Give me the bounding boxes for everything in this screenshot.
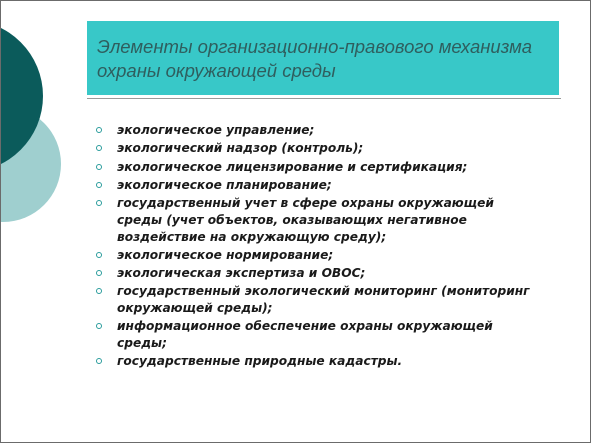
list-item xyxy=(93,283,538,316)
list-item xyxy=(93,265,538,282)
bullet-icon xyxy=(96,145,102,151)
bullet-icon xyxy=(96,288,102,294)
list-item-text: экологическое планирование; xyxy=(117,177,332,192)
list-item-text: экологическая экспертиза и ОВОС; xyxy=(117,266,366,281)
bullet-icon xyxy=(96,200,102,206)
bullet-icon xyxy=(96,182,102,188)
bullet-icon xyxy=(96,164,102,170)
list-item xyxy=(93,122,538,139)
bullet-icon xyxy=(96,358,102,364)
list-item xyxy=(93,195,538,245)
list-item xyxy=(93,247,538,264)
list-item-text: государственные природные кадастры. xyxy=(117,354,403,369)
title-divider xyxy=(87,98,561,99)
list-item-text: государственный учет в сфере охраны окружающей среды (учет объектов, оказывающих негативное воздействие на окружающую среду); xyxy=(117,196,494,244)
list-item xyxy=(93,177,538,194)
bullet-list xyxy=(93,122,538,370)
slide-title: Элементы организационно-правового механизма охраны окружающей среды xyxy=(97,36,533,81)
list-item-text: экологическое лицензирование и сертификация; xyxy=(117,159,468,174)
bullet-icon xyxy=(96,252,102,258)
list-item-text: экологический надзор (контроль); xyxy=(117,141,364,156)
list-item-text: государственный экологический мониторинг (мониторинг окружающей среды); xyxy=(117,284,530,316)
content-area xyxy=(93,122,538,372)
bullet-icon xyxy=(96,323,102,329)
list-item xyxy=(93,353,538,370)
list-item-text: экологическое нормирование; xyxy=(117,247,334,262)
bullet-icon xyxy=(96,127,102,133)
bullet-icon xyxy=(96,270,102,276)
decorative-circles xyxy=(1,1,81,301)
list-item xyxy=(93,318,538,351)
list-item-text: информационное обеспечение охраны окружающей среды; xyxy=(117,319,493,351)
list-item xyxy=(93,159,538,176)
list-item-text: экологическое управление; xyxy=(117,123,315,137)
list-item xyxy=(93,140,538,157)
